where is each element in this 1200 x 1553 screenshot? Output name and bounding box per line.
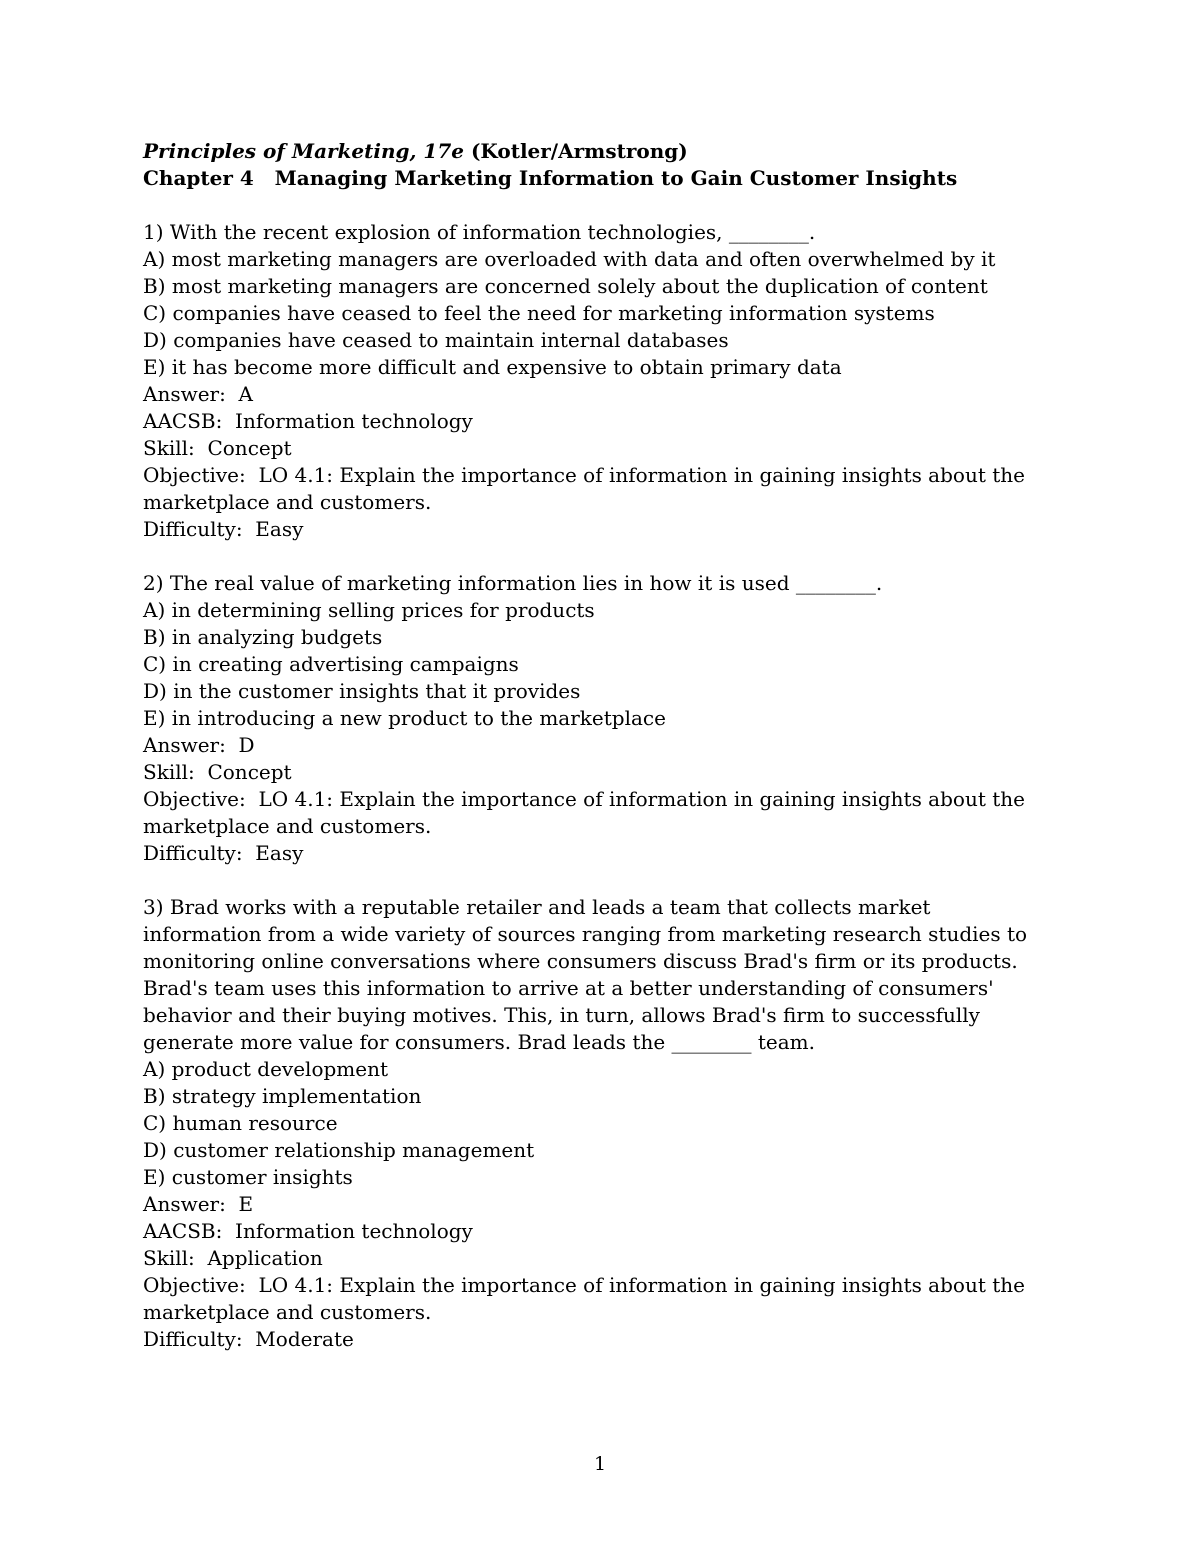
option-c: C) human resource [143,1111,338,1135]
skill-line: Skill: Application [143,1246,323,1270]
question-stem: 2) The real value of marketing information lies in how it is used ________. [143,571,883,595]
answer-line: Answer: E [143,1192,254,1216]
question-3 [143,894,1050,1353]
book-title: Principles of Marketing, 17e [143,139,464,163]
aacsb-line: AACSB: Information technology [143,1219,473,1243]
answer-line: Answer: A [143,382,253,406]
difficulty-line: Difficulty: Moderate [143,1327,354,1351]
option-e: E) customer insights [143,1165,353,1189]
question-stem: 1) With the recent explosion of information technologies, ________. [143,220,816,244]
page-number: 1 [593,1453,607,1475]
objective-line: Objective: LO 4.1: Explain the importance of information in gaining insights about the marketplace and customers. [143,787,1032,838]
option-a: A) product development [143,1057,389,1081]
skill-line: Skill: Concept [143,760,292,784]
option-b: B) strategy implementation [143,1084,422,1108]
skill-line: Skill: Concept [143,436,292,460]
objective-line: Objective: LO 4.1: Explain the importance of information in gaining insights about the marketplace and customers. [143,463,1032,514]
option-b: B) most marketing managers are concerned solely about the duplication of content [143,274,988,298]
option-a: A) most marketing managers are overloaded with data and often overwhelmed by it [143,247,996,271]
option-c: C) companies have ceased to feel the need for marketing information systems [143,301,935,325]
aacsb-line: AACSB: Information technology [143,409,473,433]
question-stem: 3) Brad works with a reputable retailer and leads a team that collects market information from a wide variety of sources ranging from marketing research studies to monitoring online conversations where consumers discuss Brad's firm or its products. Brad's team uses this information to arrive at a better understanding of consumers' behavior and their buying motives. This, in turn, allows Brad's firm to successfully generate more value for consumers. Brad leads the ________ team. [143,895,1034,1054]
answer-line: Answer: D [143,733,255,757]
option-e: E) it has become more difficult and expensive to obtain primary data [143,355,842,379]
book-authors: (Kotler/Armstrong) [464,139,688,163]
question-1 [143,219,1050,543]
document-title [143,138,1050,165]
chapter-heading: Chapter 4 Managing Marketing Information to Gain Customer Insights [143,166,958,190]
document-header [143,138,1050,192]
difficulty-line: Difficulty: Easy [143,841,304,865]
option-d: D) in the customer insights that it provides [143,679,581,703]
option-e: E) in introducing a new product to the marketplace [143,706,666,730]
question-2 [143,570,1050,867]
objective-line: Objective: LO 4.1: Explain the importance of information in gaining insights about the marketplace and customers. [143,1273,1032,1324]
option-c: C) in creating advertising campaigns [143,652,519,676]
option-a: A) in determining selling prices for products [143,598,595,622]
difficulty-line: Difficulty: Easy [143,517,304,541]
option-d: D) customer relationship management [143,1138,535,1162]
option-d: D) companies have ceased to maintain internal databases [143,328,729,352]
option-b: B) in analyzing budgets [143,625,383,649]
